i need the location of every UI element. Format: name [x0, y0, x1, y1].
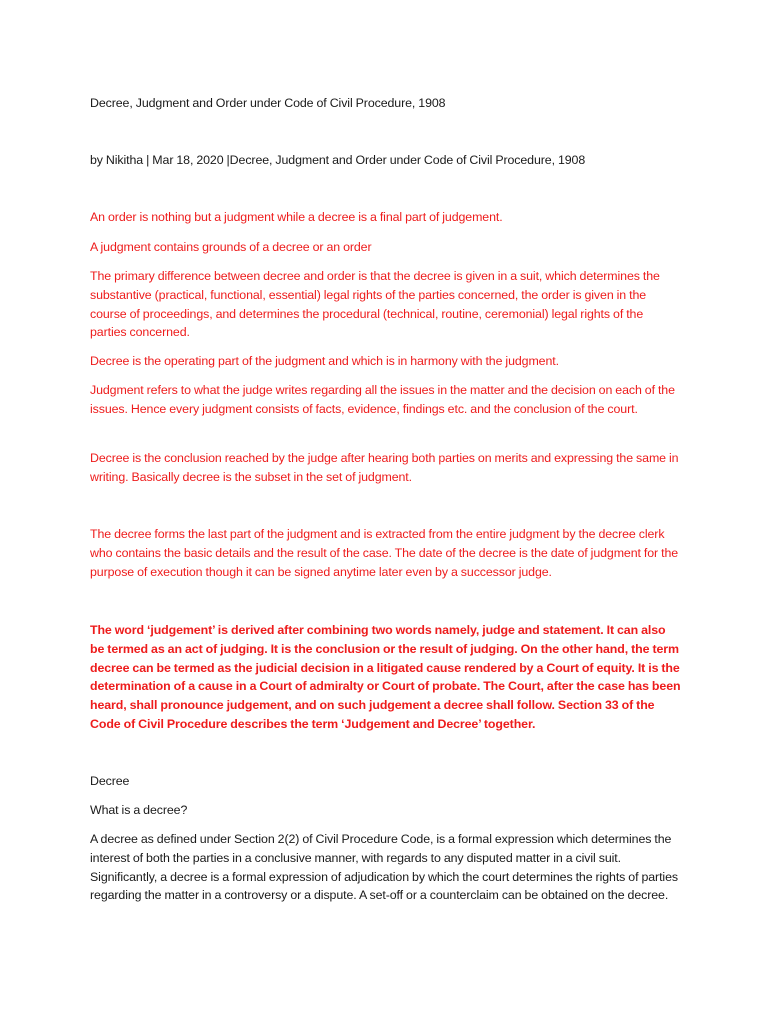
intro-paragraph-6: Decree is the conclusion reached by the judge after hearing both parties on merits and expressing the same in writing. Basically decree is the subset in the set of judgment.	[90, 451, 679, 484]
intro-paragraph-4: Decree is the operating part of the judgment and which is in harmony with the judgment.	[90, 354, 559, 368]
section-paragraph: A decree as defined under Section 2(2) of Civil Procedure Code, is a formal expression which determines the interest of both the parties in a conclusive manner, with regards to any disputed matter in a civil suit. Significantly, a decree is a formal expression of adjudication by which the court determines the rights of parties regarding the matter in a controversy or a dispute. A set-off or a counterclaim can be obtained on the decree.	[90, 832, 678, 903]
section-question: What is a decree?	[90, 803, 188, 817]
byline: by Nikitha | Mar 18, 2020 |Decree, Judgment and Order under Code of Civil Procedure, 1908	[90, 153, 586, 167]
intro-paragraph-1: An order is nothing but a judgment while a decree is a final part of judgement.	[90, 210, 503, 224]
document-title: Decree, Judgment and Order under Code of Civil Procedure, 1908	[90, 96, 446, 110]
intro-paragraph-8: The word ‘judgement’ is derived after combining two words namely, judge and statement. It can also be termed as an act of judging. It is the conclusion or the result of judging. On the other hand, the term decree can be termed as the judicial decision in a litigated cause rendered by a Court of equity. It is the determination of a cause in a Court of admiralty or Court of probate. The Court, after the case has been heard, shall pronounce judgement, and on such judgement a decree shall follow. Section 33 of the Code of Civil Procedure describes the term ‘Judgement and Decree’ together.	[90, 623, 681, 731]
section-heading: Decree	[90, 774, 130, 788]
intro-paragraph-3: The primary difference between decree and order is that the decree is given in a suit, which determines the substantive (practical, functional, essential) legal rights of the parties concerned, the order is given in the course of proceedings, and determines the procedural (technical, routine, ceremonial) legal rights of the parties concerned.	[90, 269, 660, 340]
intro-paragraph-7: The decree forms the last part of the judgment and is extracted from the entire judgment by the decree clerk who contains the basic details and the result of the case. The date of the decree is the date of judgment for the purpose of execution though it can be signed anytime later even by a successor judge.	[90, 527, 679, 579]
intro-paragraph-2: A judgment contains grounds of a decree or an order	[90, 240, 372, 254]
intro-paragraph-5: Judgment refers to what the judge writes regarding all the issues in the matter and the decision on each of the issues. Hence every judgment consists of facts, evidence, findings etc. and the conclusion of the court.	[90, 383, 675, 416]
